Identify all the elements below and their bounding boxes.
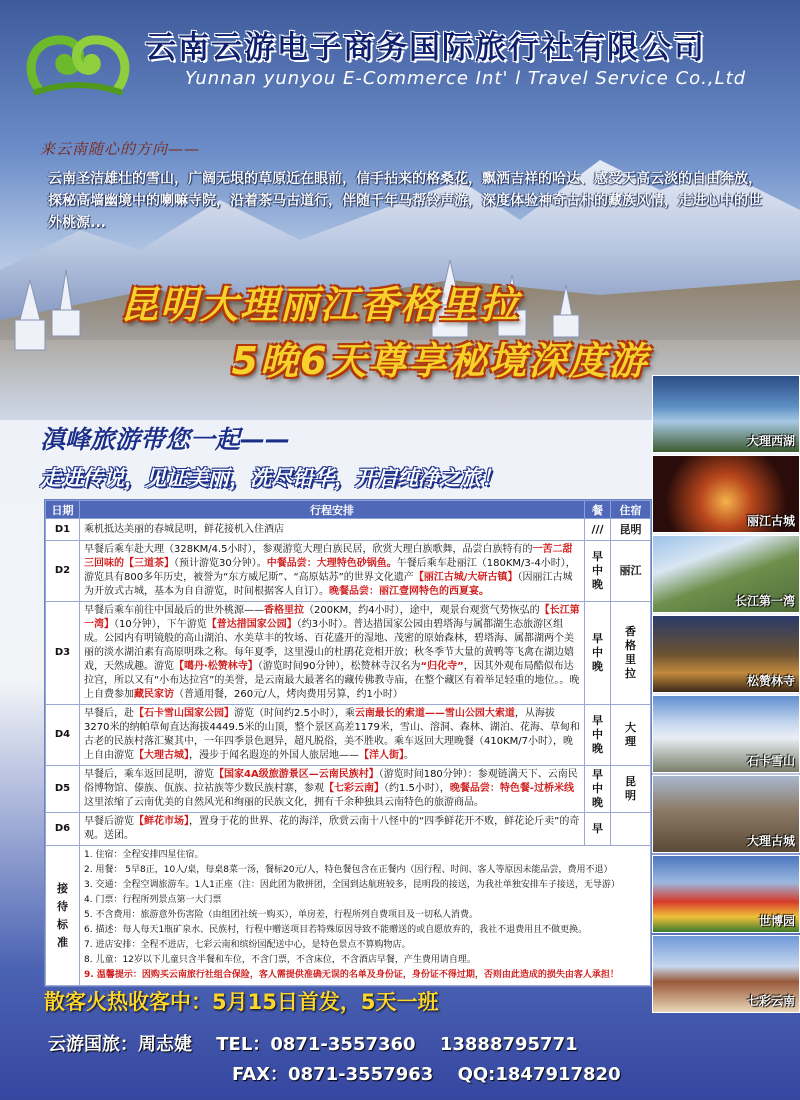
- plan-cell: 乘机抵达美丽的春城昆明，鲜花接机入住酒店: [80, 519, 585, 541]
- standards-label: 接 待 标 准: [46, 846, 80, 986]
- company-name-cn: 云南云游电子商务国际旅行社有限公司: [145, 30, 706, 66]
- stay-cell: 昆 明: [611, 766, 651, 813]
- header-meal: 餐: [585, 501, 611, 519]
- day-cell: D1: [46, 519, 80, 541]
- photo-caption: 大理西湖: [746, 434, 795, 448]
- headline-route: 昆明大理丽江香格里拉: [119, 283, 520, 327]
- table-row: [46, 705, 651, 766]
- table-header-row: [46, 501, 651, 519]
- photo-dali-lake: [652, 375, 800, 453]
- table-row: [46, 519, 651, 541]
- photo-caption: 长江第一湾: [734, 594, 795, 608]
- meal-cell: 早 中 晚: [585, 766, 611, 813]
- photo-expo-garden: [652, 855, 800, 933]
- meal-cell: 早: [585, 813, 611, 846]
- header-stay: 住宿: [611, 501, 651, 519]
- header-plan: 行程安排: [80, 501, 585, 519]
- table-row: [46, 602, 651, 705]
- table-row: [46, 541, 651, 602]
- contact-name: 云游国旅：周志婕: [48, 1034, 192, 1055]
- plan-cell: 早餐后乘车赴大理（328KM/4.5小时），参观游览大理白族民居，欣赏大理白族歌舞，品尝白族特有的一苦二甜三回味的【三道茶】（预计游览30分钟）。中餐品尝：大理特色砂锅鱼。午餐后乘车赴丽江（180KM/3-4小时），游览具有800多年历史，被誉为“东方威尼斯”、“高原姑苏”的世界文化遗产【丽江古城/大研古镇】（因丽江古城为开放式古城，基本为自自游览，时间根据客人自订）。晚餐品尝：丽江壹网特色的西夏宴。: [80, 541, 585, 602]
- stay-cell: [611, 813, 651, 846]
- company-name-en: Yunnan yunyou E-Commerce Int' l Travel Service Co.,Ltd: [185, 68, 747, 89]
- photo-lijiang-town: [652, 455, 800, 533]
- photo-caption: 石卡雪山: [746, 754, 795, 768]
- contact-mobile: 13888795771: [439, 1034, 578, 1055]
- header-day: 日期: [46, 501, 80, 519]
- photo-songzanlin: [652, 615, 800, 693]
- photo-strip: [652, 375, 800, 1015]
- standards-list: [80, 846, 651, 986]
- list-item: 3. 交通：全程空调旅游车。1人1正座（注：因此团为散拼团，全国到达航班较多，昆明段的接送，为我社单独安排车子接送，无导游）: [84, 880, 620, 890]
- meal-cell: 早 中 晚: [585, 705, 611, 766]
- day-cell: D5: [46, 766, 80, 813]
- day-cell: D3: [46, 602, 80, 705]
- company-logo-icon: [18, 18, 138, 108]
- itinerary-table: [44, 499, 652, 987]
- headline-duration: 5晚6天尊享秘境深度游: [231, 339, 649, 383]
- photo-caption: 七彩云南: [746, 994, 795, 1008]
- photo-yangtze-bend: [652, 535, 800, 613]
- meal-cell: 早 中 晚: [585, 541, 611, 602]
- list-item: 9. 温馨提示：因购买云南旅行社组合保险，客人需提供准确无误的名单及身份证，身份证不得过期，否则由此造成的损失由客人承担！: [84, 970, 619, 980]
- stay-cell: 昆明: [611, 519, 651, 541]
- list-item: 2. 用餐： 5早8正，10人/桌，每桌8菜一汤，餐标20元/人，特色餐包含在正餐内（因行程、时间、客人等原因未能品尝，费用不退）: [84, 865, 613, 875]
- contact-row-fax: [232, 1060, 639, 1086]
- meal-cell: ///: [585, 519, 611, 541]
- table-row: [46, 813, 651, 846]
- day-cell: D4: [46, 705, 80, 766]
- header: [0, 0, 800, 135]
- standards-row: [46, 846, 651, 986]
- plan-cell: 早餐后游览【鲜花市场】，置身于花的世界、花的海洋，欣赏云南十八怪中的“四季鲜花开不败，鲜花论斤卖”的奇观。送团。: [80, 813, 585, 846]
- promo-banner: 散客火热收客中：5月15日首发，5天一班: [44, 990, 439, 1014]
- table-row: [46, 766, 651, 813]
- list-item: 7. 进店安排：全程不进店，七彩云南和缤纷园配送中心，是特色景点不算购物店。: [84, 940, 411, 950]
- day-cell: D6: [46, 813, 80, 846]
- photo-shika-mountain: [652, 695, 800, 773]
- intro-text: 云南圣洁雄壮的雪山，广阔无垠的草原近在眼前，信手拈来的格桑花，飘洒吉祥的哈达、感受天高云淡的自由奔放，探秘高墙幽境中的喇嘛寺院，沿着茶马古道行，伴随千年马帮铃声游，深度体验神奇古朴的藏族风情，走进心中的世外桃源...: [48, 171, 762, 231]
- list-item: 5. 不含费用：旅游意外伤害险（由组团社统一购买），单房差，行程所列自费项目及一切私人消费。: [84, 910, 478, 920]
- stay-cell: 大 理: [611, 705, 651, 766]
- photo-colorful-yunnan: [652, 935, 800, 1013]
- photo-caption: 松赞林寺: [746, 674, 795, 688]
- contact-fax: FAX：0871-3557963: [232, 1064, 434, 1085]
- list-item: 8. 儿童：12岁以下儿童只含半餐和车位，不含门票，不含床位，不含酒店早餐，产生费用请自理。: [84, 955, 476, 965]
- contact-row-phone: [48, 1030, 596, 1056]
- stay-cell: 丽江: [611, 541, 651, 602]
- meal-cell: 早 中 晚: [585, 602, 611, 705]
- plan-cell: 早餐后乘车前往中国最后的世外桃源——香格里拉（200KM，约4小时），途中，观景台观赏气势恢弘的【长江第一湾】（10分钟），下午游览【普达措国家公园】（约3小时）。普达措国家公园由碧塔海与属都湖生态旅游区组成。公园内有明镜般的高山湖泊、水美草丰的牧场、百花盛开的湿地、茂密的原始森林，碧塔海、属都湖两个美丽的淡水湖泊素有高原明珠之称。每年夏季，这里漫山的杜鹃花竞相开放；秋冬季节大量的黄鸭等飞禽在湖边嬉戏，天然成趣。游览【噶丹·松赞林寺】（游览时间90分钟），松赞林寺汉名为“归化寺”，因其外观布局酷似布达拉宫，所以又有“小布达拉宫”的美誉，是云南最大最著名的藏传佛教寺庙，在整个藏区有着举足轻重的地位。。晚上自费参加藏民家访（普通用餐，260元/人，烤肉费用另算，约1小时）: [80, 602, 585, 705]
- stay-cell: 香 格 里 拉: [611, 602, 651, 705]
- day-cell: D2: [46, 541, 80, 602]
- contact-tel: TEL：0871-3557360: [216, 1034, 416, 1055]
- plan-cell: 早餐后，赴【石卡雪山国家公园】游览（时间约2.5小时），乘云南最长的索道——雪山公园大索道，从海拔3270米的纳帕草甸直达海拔4449.5米的山顶，整个景区高差1179米，雪山、溶洞、森林、湖泊、花海、草甸和古老的民族村落汇聚其中，一年四季景色迥异，超凡脱俗，美不胜收。乘车返回大理晚餐（410KM/7小时），晚上自由游览【大理古城】，漫步于闻名遐迩的外国人旅居地——【洋人街】。: [80, 705, 585, 766]
- photo-caption: 大理古城: [746, 834, 795, 848]
- photo-caption: 丽江古城: [746, 514, 795, 528]
- plan-cell: 早餐后，乘车返回昆明，游览【国家4A级旅游景区—云南民族村】（游览时间180分钟）：参观链满天下、云南民俗博物馆、傣族、佤族、拉祜族等少数民族村寨，参观【七彩云南】（约1.5小时），晚餐品尝：特色餐-过桥米线这里浓缩了云南优美的自然风光和绚丽的民族文化，拥有千余种独具云南特色的旅游商品。: [80, 766, 585, 813]
- list-item: 4. 门票：行程所列景点第一大门票: [84, 895, 222, 905]
- list-item: 6. 描述：每人每天1瓶矿泉水、民族村，行程中赠送项目若特殊原因导致不能赠送的或自愿放弃的，我社不退费用且不做更换。: [84, 925, 588, 935]
- photo-dali-old-town: [652, 775, 800, 853]
- slogan-secondary: 走进传说，见证美丽，洗尽铅华，开启纯净之旅！: [40, 466, 502, 490]
- slogan-primary: 滇峰旅游带您一起——: [40, 425, 291, 454]
- list-item: 1. 住宿：全程安排四星住宿。: [84, 850, 204, 860]
- photo-caption: 世博园: [758, 914, 795, 928]
- contact-qq: QQ:1847917820: [457, 1064, 621, 1085]
- tagline: 来云南随心的方向——: [40, 140, 201, 158]
